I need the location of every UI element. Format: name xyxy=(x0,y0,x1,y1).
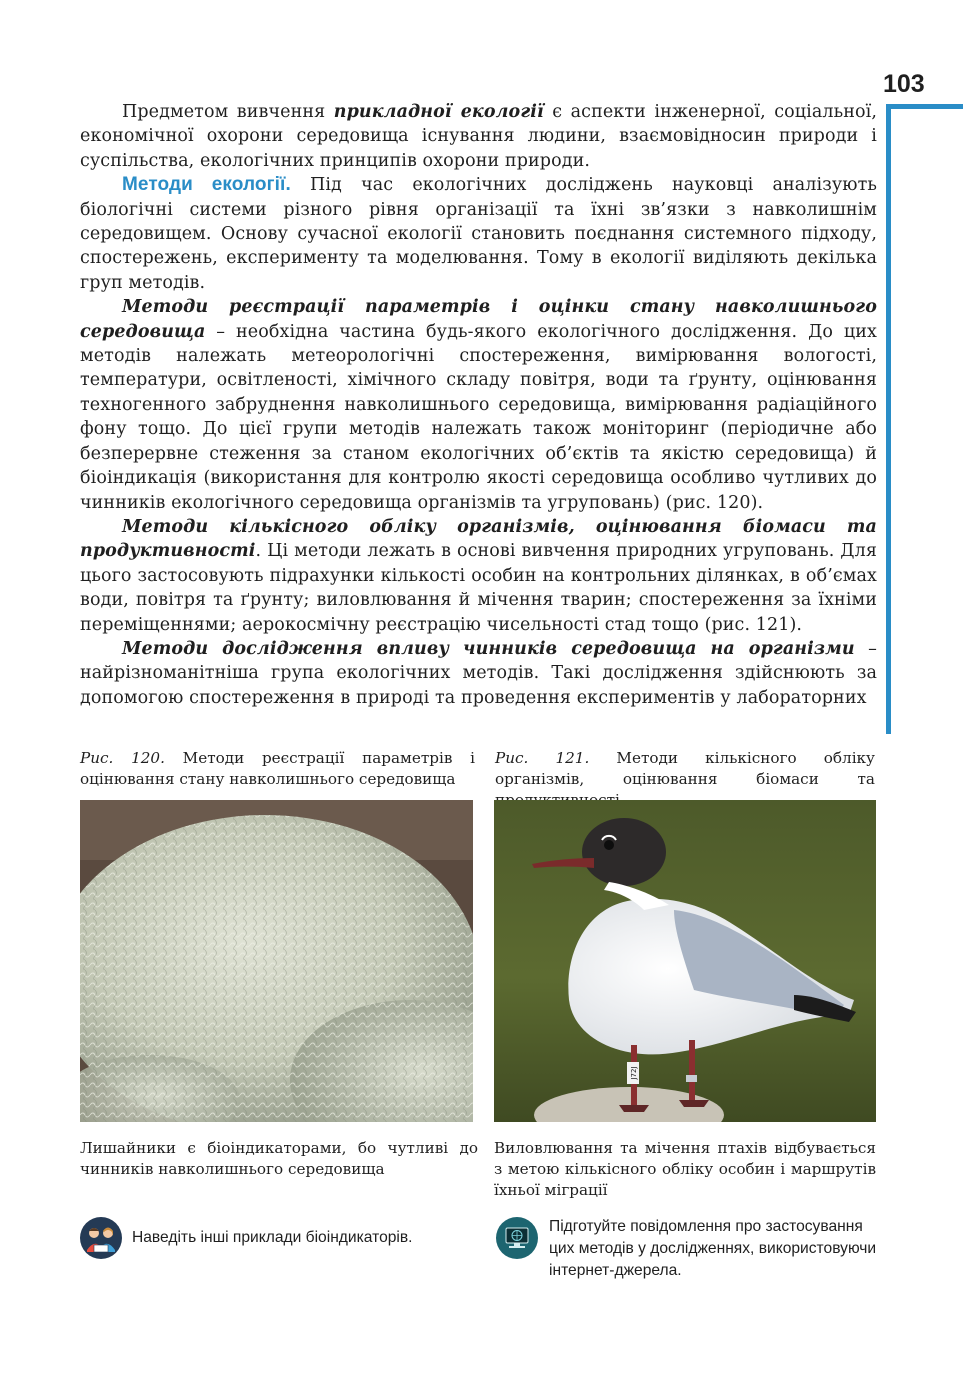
paragraph-ecology-methods xyxy=(80,173,877,295)
task-internet-report: Підготуйте повідомлення про застосування цих методів у дослідженнях, використовуючи інтернет-джерела. xyxy=(549,1218,877,1279)
ring-text: J72J xyxy=(630,1066,638,1080)
figure-title: Методи кількісного обліку організмів, оцінювання біомаси та xyxy=(495,749,875,788)
gull-photo-caption: Виловлювання та мічення птахів відбувається з метою кількісного обліку особин і маршрутів їхньої міграції xyxy=(494,1139,876,1199)
lichen-photo-caption: Лишайники є біоіндикаторами, бо чутливі до чинників навколишнього середовища xyxy=(80,1139,478,1178)
term-registration-methods: Методи реєстрації параметрів і оцінки стану навколишнього середовища xyxy=(80,297,877,342)
paragraph-registration-methods xyxy=(80,295,877,515)
text-run: . Ці методи лежать в основі вивчення природних угруповань. Для цього застосовують підрахунки кількості особин на контрольних ділянках, в об’ємах води, повітря та ґрунту; виловлювання й мічення тварин; спостереження за їхніми переміщеннями; аерокосмічну реєстрацію чисельності стад тощо (рис. 121). xyxy=(80,541,877,635)
gull-photo xyxy=(494,800,876,1122)
term-applied-ecology: прикладної екології xyxy=(333,102,544,122)
section-heading: Методи екології. xyxy=(122,174,291,196)
text-run: – найрізноманітніша група екологічних методів. Такі дослідження здійснюють за допомогою спостереження в природі та проведення експериментів у лабораторних xyxy=(80,638,878,708)
task-bioindicators: Наведіть інші приклади біоіндикаторів. xyxy=(132,1229,413,1246)
accent-bar-side xyxy=(886,104,891,734)
lichen-photo xyxy=(80,800,473,1122)
figure-label: Рис. 120. xyxy=(80,749,165,767)
text-run: Під час екологічних досліджень науковці аналізують біологічні системи різного рівня організації та їхні зв’язки з навколишнім середовищем. Основу сучасної екології становить поєднання системного підходу, спостережень, експерименту та моделювання. Тому в екології виділяють декілька груп методів. xyxy=(80,175,878,293)
figure-label: Рис. 121. xyxy=(495,749,590,767)
text-run: – необхідна частина будь-якого екологічного дослідження. До цих методів належать метеорологічні спостереження, вимірювання вологості, температури, освітленості, хімічного складу повітря, води та ґрунту, оцінювання техногенного забруднення навколишнього середовища, вимірювання радіаційного фону тощо. До цієї групи методів належать також моніторинг (періодичне або безперервне стеження за станом екологічних об’єктів та якістю середовища) й біоіндикація (використання для контролю якості середовища особливо чутливих до чинників екологічного середовища організмів та угруповань) (рис. 120). xyxy=(80,321,877,513)
term-factor-methods: Методи дослідження впливу чинників середовища на організми xyxy=(122,638,855,659)
computer-globe-icon xyxy=(495,1216,539,1260)
figure-title: Методи реєстрації параметрів і оцінювання стану навколишнього середовища xyxy=(80,749,475,788)
page-number: 103 xyxy=(883,70,925,98)
main-text xyxy=(80,100,877,710)
accent-bar xyxy=(886,104,963,109)
paragraph-factor-methods xyxy=(80,637,877,710)
paragraph-counting-methods xyxy=(80,515,877,637)
text-run: є аспекти інженерної, соціальної, економічної охорони середовища існування людини, взаємовідносин природи і суспільства, екологічних принципів охорони природи. xyxy=(80,102,877,171)
term-counting-methods: Методи кількісного обліку організмів, оцінювання біомаси та продуктивності xyxy=(80,516,877,562)
paragraph-applied-ecology xyxy=(80,100,877,173)
students-icon xyxy=(79,1216,123,1260)
text-run: Предметом вивчення xyxy=(122,102,334,122)
figure-120-caption xyxy=(80,748,475,790)
